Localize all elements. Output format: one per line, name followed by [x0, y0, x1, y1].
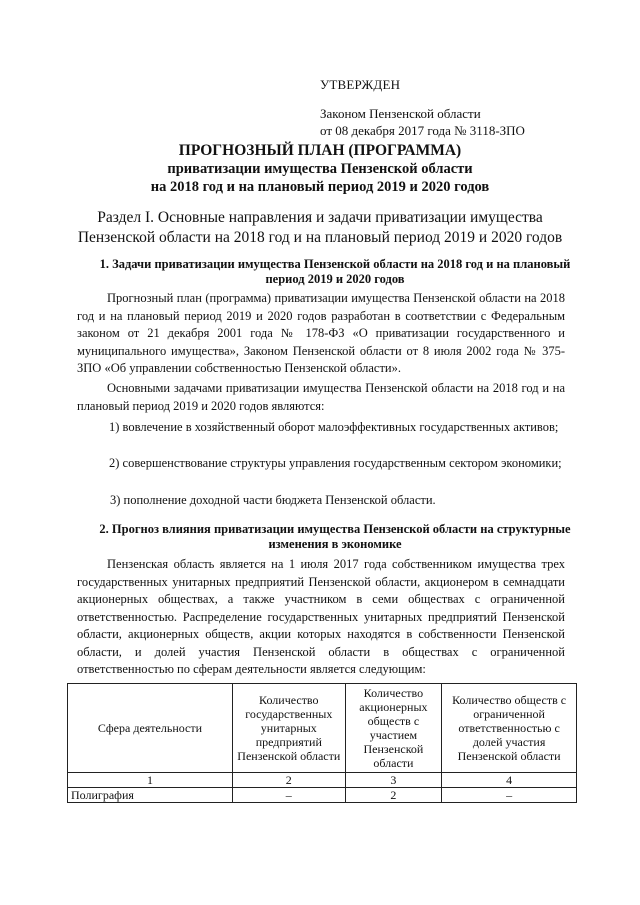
table-header-cell: Сфера деятельности	[68, 684, 233, 773]
paragraph-tasks-intro-text: Основными задачами приватизации имущества Пензенской области на 2018 год и на плановый период 2019 и 2020 годов являются:	[77, 381, 565, 413]
table-cell: 2	[232, 773, 345, 788]
list-item-text: 2) совершенствование структуры управления государственным сектором экономики;	[109, 456, 562, 470]
paragraph-basis-text: Прогнозный план (программа) приватизации имущества Пензенской области на 2018 год и на плановый период 2019 и 2020 годов разработан в соответствии с Федеральным законом от 21 декабря 2001 года № 178-ФЗ «О приватизации государственного и муниципального имущества», Законом Пензенской области от 8 июля 2002 года № 375-ЗПО «Об управлении собственностью Пензенской области».	[77, 291, 565, 375]
document-subtitle-line-1: приватизации имущества Пензенской области	[167, 161, 473, 177]
table-header-cell: Количество государственных унитарных предприятий Пензенской области	[232, 684, 345, 773]
table-cell: 4	[442, 773, 577, 788]
approval-stamp	[320, 76, 525, 139]
table-cell: –	[232, 788, 345, 803]
table-cell: 1	[68, 773, 233, 788]
list-item	[82, 455, 564, 473]
list-item-text: 3) пополнение доходной части бюджета Пензенской области.	[110, 493, 436, 507]
table-row	[68, 788, 577, 803]
list-item	[82, 419, 564, 437]
table-number-row	[68, 773, 577, 788]
table-header-cell: Количество акционерных обществ с участием Пензенской области	[345, 684, 442, 773]
list-item-text: 1) вовлечение в хозяйственный оборот малоэффективных государственных активов;	[109, 420, 559, 434]
approval-date: от 08 декабря 2017 года № 3118-ЗПО	[320, 123, 525, 138]
section-title: Раздел I. Основные направления и задачи приватизации имущества Пензенской области на 2018 год и на плановый период 2019 и 2020 годов	[77, 209, 563, 246]
paragraph-basis	[77, 290, 565, 378]
table-header-row	[68, 684, 577, 773]
approval-heading: УТВЕРЖДЕН	[320, 77, 401, 92]
document-subtitle-line-2: на 2018 год и на плановый период 2019 и 2020 годов	[150, 179, 490, 195]
document-title: ПРОГНОЗНЫЙ ПЛАН (ПРОГРАММА)	[178, 142, 462, 159]
table-header-cell: Количество обществ с ограниченной ответственностью с долей участия Пензенской области	[442, 684, 577, 773]
heading-tasks: 1. Задачи приватизации имущества Пензенской области на 2018 год и на плановый период 2019 и 2020 годов	[99, 257, 571, 286]
spheres-table	[67, 683, 577, 803]
heading-forecast: 2. Прогноз влияния приватизации имущества Пензенской области на структурные изменения в экономике	[99, 522, 571, 551]
table-cell: Полиграфия	[68, 788, 233, 803]
paragraph-distribution-text: Пензенская область является на 1 июля 2017 года собственником имущества трех государственных унитарных предприятий Пензенской области, акционером в семнадцати акционерных обществах, а также участником в семи обществах с ограниченной ответственностью. Распределение государственных унитарных предприятий Пензенской области, акционерных обществ, акции которых находятся в собственности Пензенской области, и долей участия Пензенской области в обществах с ограниченной ответственностью по сферам деятельности является следующим:	[77, 557, 565, 676]
table-cell: 3	[345, 773, 442, 788]
list-item	[110, 492, 564, 510]
approval-law: Законом Пензенской области	[320, 106, 481, 121]
table-cell: –	[442, 788, 577, 803]
paragraph-distribution	[77, 556, 565, 679]
paragraph-tasks-intro	[77, 380, 565, 415]
table-cell: 2	[345, 788, 442, 803]
